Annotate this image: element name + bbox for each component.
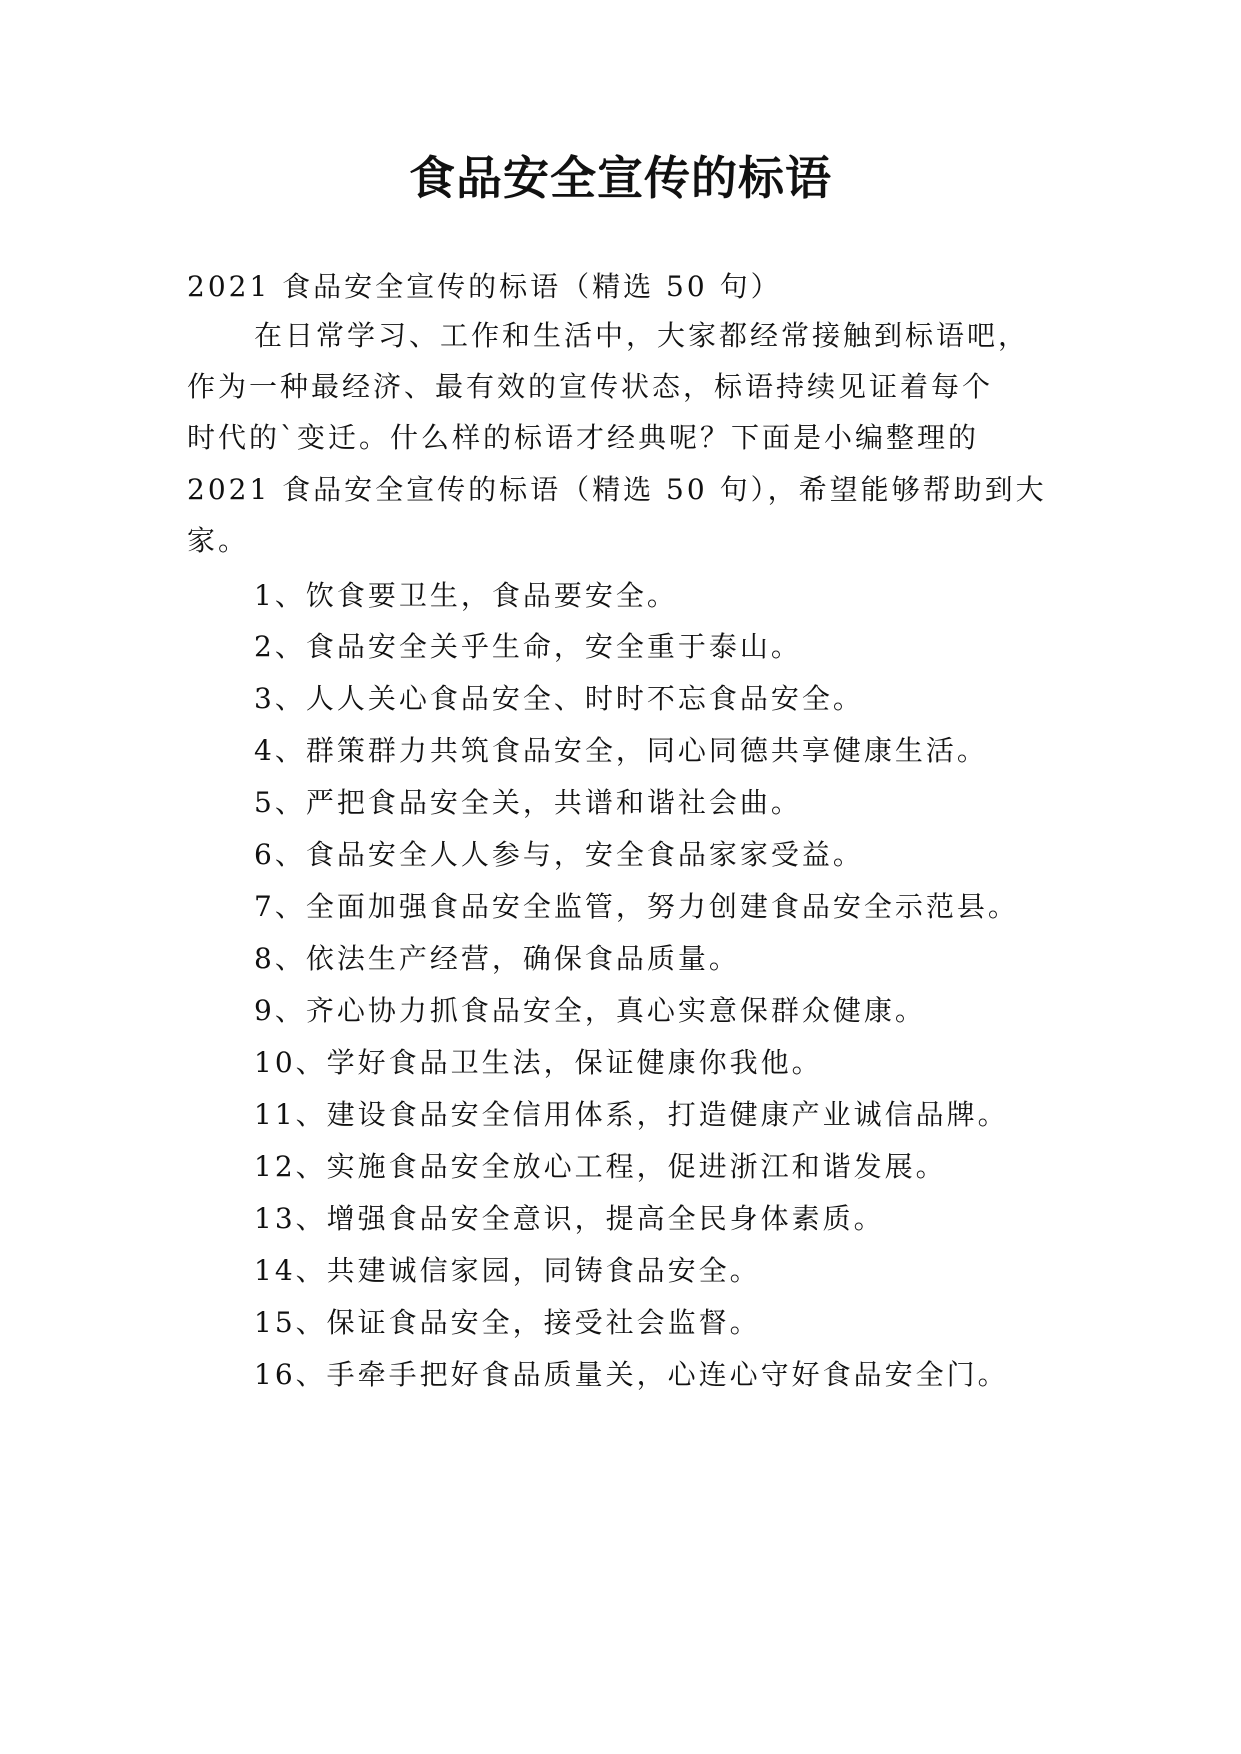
intro-line: 时代的`变迁。什么样的标语才经典呢？下面是小编整理的 (187, 421, 980, 454)
slogan-item: 16、手牵手把好食品质量关，心连心守好食品安全门。 (254, 1358, 1009, 1391)
slogan-item: 6、食品安全人人参与，安全食品家家受益。 (254, 838, 864, 871)
slogan-item: 5、严把食品安全关，共谱和谐社会曲。 (254, 786, 802, 819)
document-title: 食品安全宣传的标语 (409, 151, 832, 205)
slogan-item: 11、建设食品安全信用体系，打造健康产业诚信品牌。 (254, 1098, 1009, 1131)
slogan-item: 9、齐心协力抓食品安全，真心实意保群众健康。 (254, 994, 926, 1027)
intro-line: 家。 (187, 524, 250, 557)
slogan-item: 8、依法生产经营，确保食品质量。 (254, 942, 740, 975)
slogan-item: 12、实施食品安全放心工程，促进浙江和谐发展。 (254, 1150, 947, 1183)
intro-line: 在日常学习、工作和生活中，大家都经常接触到标语吧， (254, 319, 1030, 352)
slogan-item: 1、饮食要卫生，食品要安全。 (254, 579, 678, 612)
slogan-item: 14、共建诚信家园，同铸食品安全。 (254, 1254, 761, 1287)
intro-line: 作为一种最经济、最有效的宣传状态，标语持续见证着每个 (187, 370, 994, 403)
slogan-item: 15、保证食品安全，接受社会监督。 (254, 1306, 761, 1339)
intro-line: 2021 食品安全宣传的标语（精选 50 句），希望能够帮助到大 (187, 473, 1047, 506)
slogan-item: 13、增强食品安全意识，提高全民身体素质。 (254, 1202, 885, 1235)
slogan-item: 2、食品安全关乎生命，安全重于泰山。 (254, 630, 802, 663)
slogan-item: 4、群策群力共筑食品安全，同心同德共享健康生活。 (254, 734, 988, 767)
slogan-item: 3、人人关心食品安全、时时不忘食品安全。 (254, 682, 864, 715)
slogan-item: 7、全面加强食品安全监管，努力创建食品安全示范县。 (254, 890, 1019, 923)
document-subtitle: 2021 食品安全宣传的标语（精选 50 句） (187, 270, 782, 303)
slogan-item: 10、学好食品卫生法，保证健康你我他。 (254, 1046, 823, 1079)
